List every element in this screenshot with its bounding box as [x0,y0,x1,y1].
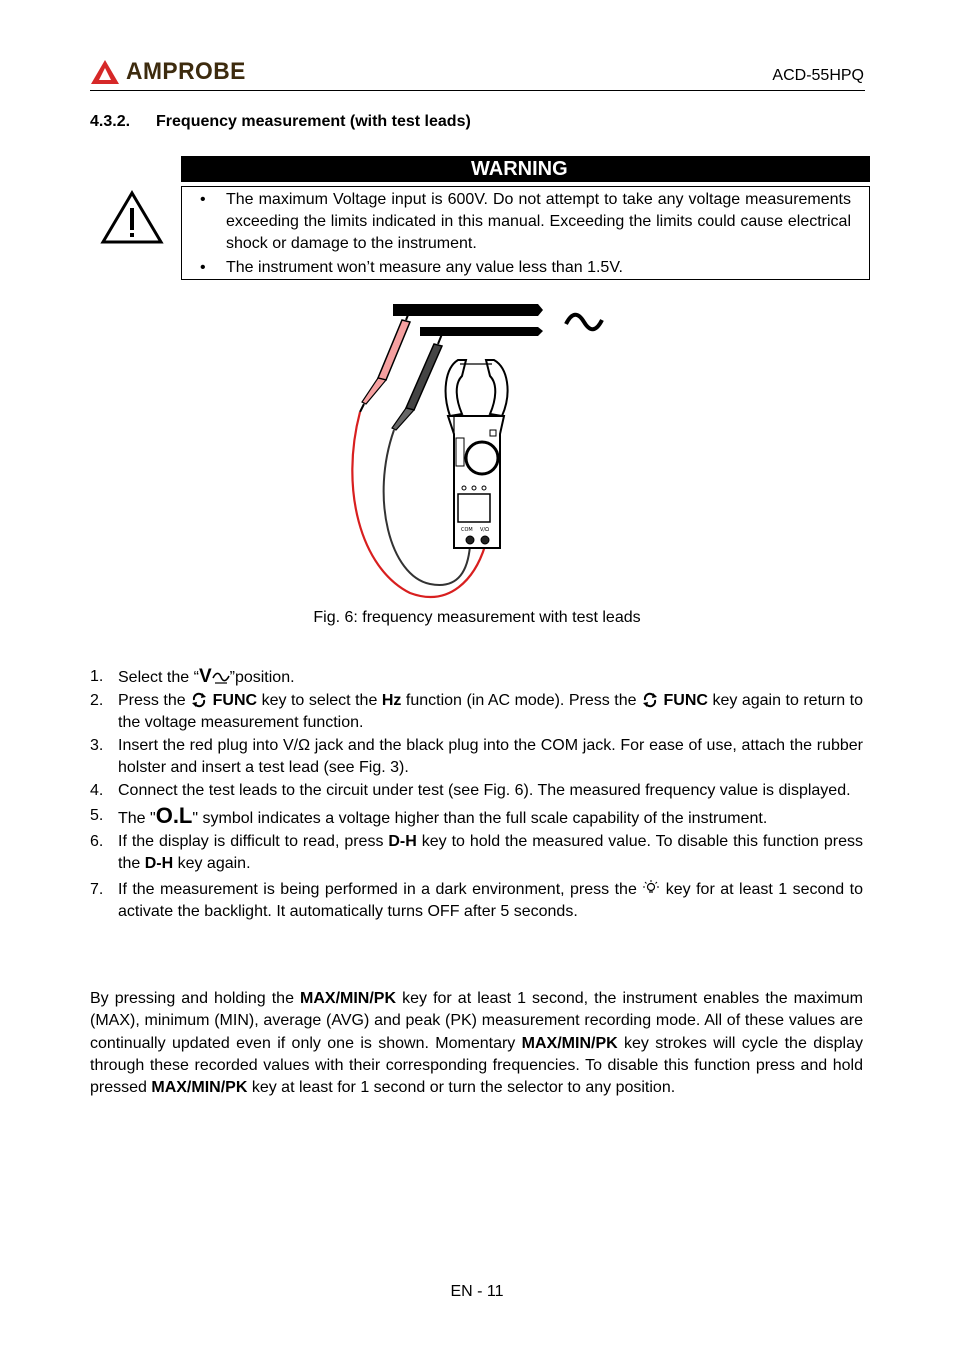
step-item: 6. If the display is difficult to read, press D-H key to hold the measured value. To disable this function press the D-H key again. [90,832,863,872]
conductor-top [393,304,543,316]
amprobe-triangle-icon [90,59,120,85]
rotary-selector [466,442,498,474]
step-item: 4. Connect the test leads to the circuit under test (see Fig. 6). The measured frequency value is displayed. [90,781,851,799]
warning-box [181,186,870,280]
max-min-paragraph: By pressing and holding the MAX/MIN/PK key for at least 1 second, the instrument enables the maximum (MAX), minimum (MIN), average (AVG) and peak (PK) measurement recording mode. All of these values are continually updated even if only one is shown. Momentary MAX/MIN/PK key strokes will cycle the display through these recorded values with their corresponding frequencies. To disable this function press and hold pressed MAX/MIN/PK key at least for 1 second or turn the selector to any position. [90,990,864,1097]
jack-v-label: V/Ω [480,527,489,533]
conductor-bottom [420,327,543,336]
com-jack [466,536,474,544]
func-cycle-icon [190,692,208,708]
warning-triangle-icon [100,190,164,246]
warning-item: • The instrument won’t measure any value less than 1.5V. [200,259,623,276]
brand-logo [90,58,252,86]
step-item: 2. Press the FUNC key to select the Hz function (in AC mode). Press the FUNC key again to return to the voltage measurement function. [90,691,863,731]
meter-body [448,416,504,548]
v-symbol: V [198,666,212,687]
func-cycle-icon [641,692,659,708]
clamp-jaws [446,360,508,416]
step-item: 3. Insert the red plug into V/Ω jack and the black plug into the COM jack. For ease of use, attach the rubber holster and insert a test lead (see Fig. 3). [90,736,863,776]
brand-name: AMPROBE [126,58,246,85]
section-title: Frequency measurement (with test leads) [156,113,471,130]
figure-caption: Fig. 6: frequency measurement with test leads [313,609,641,626]
instruction-steps [90,666,863,924]
ac-wave-icon [212,671,230,685]
meter-display [458,494,490,522]
red-test-probe [360,310,410,412]
model-number: ACD-55HPQ [772,67,864,84]
section-heading [90,113,471,131]
warning-item: • The maximum Voltage input is 600V. Do not attempt to take any voltage measurements exceeding the limits indicated in this manual. Exceeding the limits could cause electrical shock or damage to the instrument. [200,191,851,252]
header-divider [90,90,865,91]
step-item: 7. If the measurement is being performed in a dark environment, press the key for at least 1 second to activate the backlight. It automatically turns OFF after 5 seconds. [90,880,863,920]
overload-symbol: O.L [155,803,193,828]
step-item: 1. Select the “V ”position. [90,666,295,687]
clamp-meter-figure [350,298,610,603]
section-number: 4.3.2. [90,113,131,130]
warning-list [182,187,869,279]
ac-wave-icon [566,315,602,330]
backlight-bulb-icon [642,879,660,897]
jack-com-label: COM [461,527,473,533]
page-number: EN - 11 [450,1283,504,1300]
step-item: 5. The "O.L" symbol indicates a voltage higher than the full scale capability of the instrument. [90,803,768,828]
v-jack [481,536,489,544]
warning-title-bar: WARNING [181,156,870,182]
